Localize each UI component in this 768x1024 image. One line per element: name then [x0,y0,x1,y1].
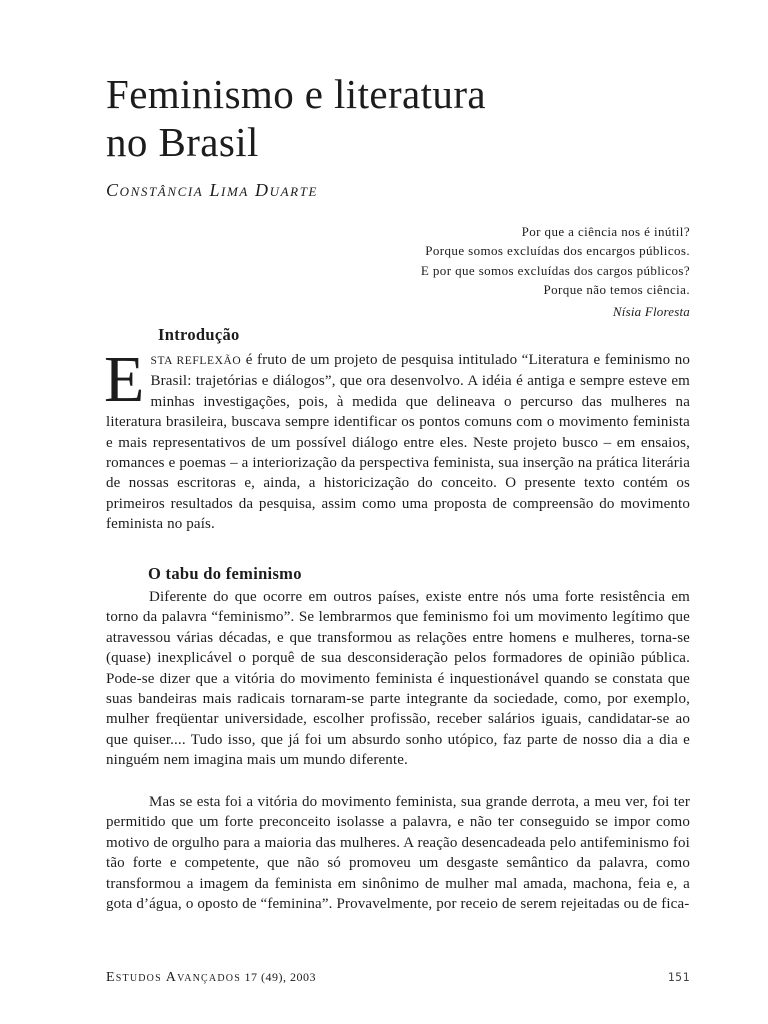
epigraph-line: E por que somos excluídas dos cargos públicos? [420,262,690,278]
page-number: 151 [667,970,690,984]
epigraph-attribution: Nísia Floresta [612,304,690,320]
article-title [106,70,706,166]
author-name: Constância Lima Duarte [106,180,319,200]
epigraph-line: Por que a ciência nos é inútil? [521,224,690,239]
title-line-1: Feminismo e literatura [106,71,486,117]
epigraph-line: Porque não temos ciência. [543,281,690,297]
journal-issue: 17 (49), 2003 [240,970,316,984]
title-line-2: no Brasil [106,119,259,165]
tabu-paragraph-2: Mas se esta foi a vitória do movimento feminista, sua grande derrota, a meu ver, foi ter permitido que um forte preconceito isolasse a palavra, e não ter conseguido se impor como motivo de orgulho para a maioria das mulheres. A reação desencadeada pelo antifeminismo foi tão forte e competente, que não só promoveu um desgaste semântico da palavra, como transformou a imagem da feminista em sinônimo de mulher mal amada, machona, feia e, a gota d’água, o oposto de “feminina”. Provavelmente, por receio de serem rejeitadas ou de fica- [106,794,690,913]
section-heading-introducao: Introdução [158,325,240,344]
page-footer [106,970,690,986]
intro-paragraph-text: é fruto de um projeto de pesquisa intitulado “Literatura e feminismo no Brasil: trajetórias e diálogos”, que ora desenvolvo. A idéia é antiga e sempre esteve em minhas investigações, pois, à medida que delineava o percurso das mulheres na literatura brasileira, buscava sempre identificar os pontos comuns com o movimento feminista e mais representativos de um possível diálogo entre eles. Neste projeto busco – em ensaios, romances e poemas – a interiorização da perspectiva feminista, sua inserção na prática literária de nossas escritoras e, ainda, a historicização do conceito. O presente texto contém os primeiros resultados da pesquisa, assim como uma proposta de compreensão do movimento feminista no país. [106,352,691,533]
section-heading-tabu: O tabu do feminismo [148,564,302,583]
epigraph [290,222,690,321]
small-caps-lead: STA REFLEXÃO [150,355,242,367]
drop-cap: E [104,343,145,416]
journal-name: Estudos Avançados [106,970,241,985]
tabu-paragraph-1: Diferente do que ocorre em outros países, existe entre nós uma forte resistência em torno da palavra “feminismo”. Se lembrarmos que feminismo foi um movimento legítimo que atravessou várias décadas, e que transformou as relações entre homens e mulheres, torna-se (quase) inexplicável o porquê de sua desconsideração pelos formadores de opinião pública. Pode-se dizer que a vitória do movimento feminista é inquestionável quando se constata que suas bandeiras mais radicais tornaram-se parte integrante da sociedade, como, por exemplo, mulher freqüentar universidade, escolher profissão, receber salários iguais, candidatar-se ao que quiser.... Tudo isso, que já foi um absurdo sonho utópico, faz parte de nosso dia a dia e ninguém nem imagina mais um mundo diferente. [106,589,690,769]
epigraph-line: Porque somos excluídas dos encargos públicos. [425,243,690,259]
intro-paragraph [104,343,691,535]
